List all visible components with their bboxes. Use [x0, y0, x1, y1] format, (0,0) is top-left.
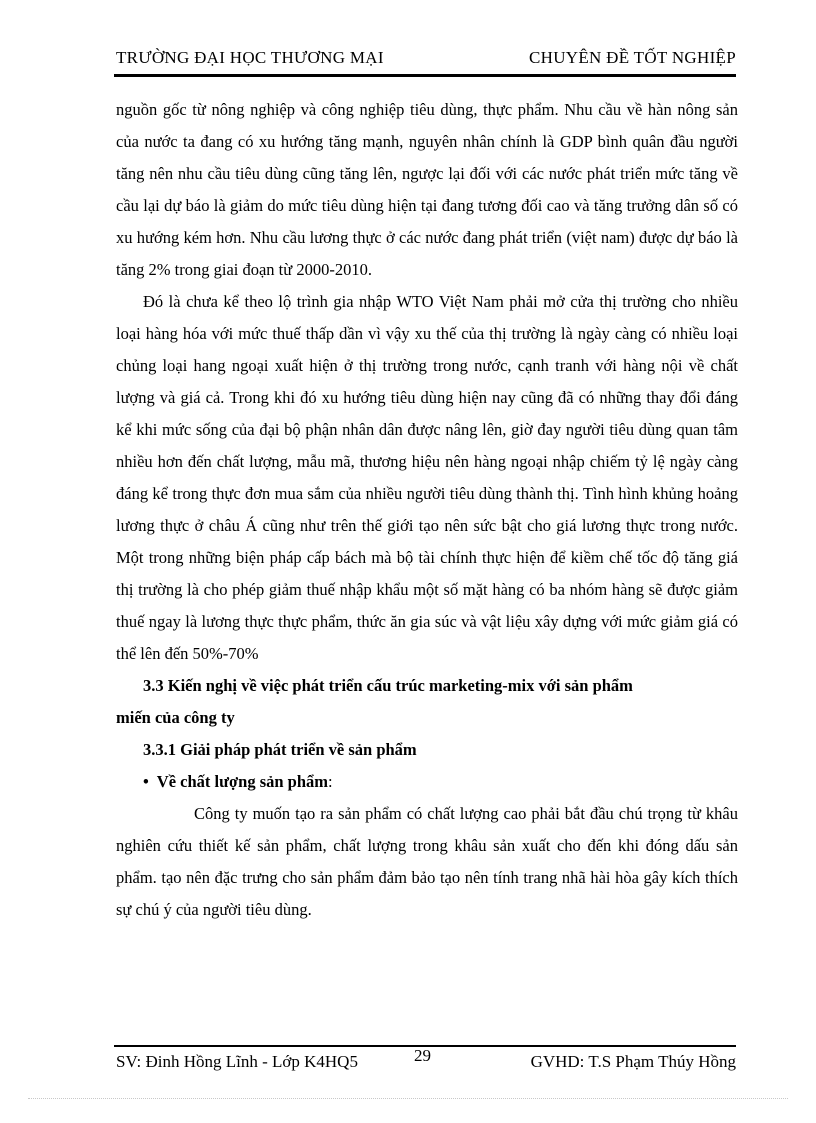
paragraph-1: nguồn gốc từ nông nghiệp và công nghiệp tiêu dùng, thực phẩm. Nhu cầu về hàn nông sản của nước ta đang có xu hướng tăng mạnh, nguyên nhân chính là GDP bình quân đầu người tăng nên nhu cầu tiêu dùng cũng tăng lên, ngược lại đối với các nước phát triển mức tăng về cầu lại dự báo là giảm do mức tiêu dùng hiện tại đang tương đối cao và tăng trưởng dân số có xu hướng kém hơn. Nhu cầu lương thực ở các nước đang phát triển (việt nam) được dự báo là tăng 2% trong giai đoạn từ 2000-2010. [116, 100, 738, 279]
subsection-heading: 3.3.1 Giải pháp phát triển về sản phẩm [143, 740, 417, 759]
bullet-label: Về chất lượng sản phẩm [156, 772, 329, 791]
page-edge-divider [28, 1098, 788, 1099]
page-number: 29 [414, 1046, 431, 1065]
paragraph-3: Công ty muốn tạo ra sản phẩm có chất lượng cao phải bắt đầu chú trọng từ khâu nghiên cứu thiết kế sản phẩm, chất lượng trong khâu sản xuất cho đến khi đóng dấu sản phẩm. tạo nên đặc trưng cho sản phẩm đảm bảo tạo nên tính trang nhã hài hòa gây kích thích sự chú ý của người tiêu dùng. [116, 804, 738, 919]
bullet-item [116, 766, 738, 798]
header-rule [114, 74, 736, 77]
page-footer [116, 1046, 736, 1076]
header-school: TRƯỜNG ĐẠI HỌC THƯƠNG MẠI [116, 48, 384, 67]
page-header [116, 48, 736, 74]
section-heading-line1: 3.3 Kiến nghị về việc phát triển cấu trúc marketing-mix với sản phẩm [143, 676, 633, 695]
paragraph-2: Đó là chưa kể theo lộ trình gia nhập WTO Việt Nam phải mở cửa thị trường cho nhiều loại hàng hóa với mức thuế thấp dần vì vậy xu thế của thị trường là ngày càng có nhiều loại chủng loại hang ngoại xuất hiện ở thị trường trong nước, cạnh tranh với hàng nội về chất lượng và giá cả. Trong khi đó xu hướng tiêu dùng hiện nay cũng đã có những thay đổi đáng kể khi mức sống của đại bộ phận nhân dân được nâng lên, giờ đay người tiêu dùng quan tâm nhiều hơn đến chất lượng, mẫu mã, thương hiệu nên hàng ngoại nhập chiếm tỷ lệ ngày càng đáng kể trong thực đơn mua sắm của nhiều người tiêu dùng thành thị. Tình hình khủng hoảng lương thực ở châu Á cũng như trên thế giới tạo nên sức bật cho giá lương thực trong nước. Một trong những biện pháp cấp bách mà bộ tài chính thực hiện để kiềm chế tốc độ tăng giá thị trường là cho phép giảm thuế nhập khẩu một số mặt hàng có ba nhóm hàng sẽ được giảm thuế ngay là lương thực thực phẩm, thức ăn gia súc và vật liệu xây dựng với mức giảm giá có thể lên đến 50%-70% [116, 292, 738, 663]
footer-student: SV: Đinh Hồng Lĩnh - Lớp K4HQ5 [116, 1052, 358, 1071]
bullet-colon: : [328, 772, 333, 791]
section-heading [116, 670, 738, 734]
page-body [116, 94, 738, 926]
bullet-icon: • [143, 772, 149, 791]
header-title: CHUYÊN ĐỀ TỐT NGHIỆP [528, 48, 736, 67]
section-heading-line2: miến của công ty [116, 708, 235, 727]
footer-advisor: GVHD: T.S Phạm Thúy Hồng [530, 1052, 736, 1071]
